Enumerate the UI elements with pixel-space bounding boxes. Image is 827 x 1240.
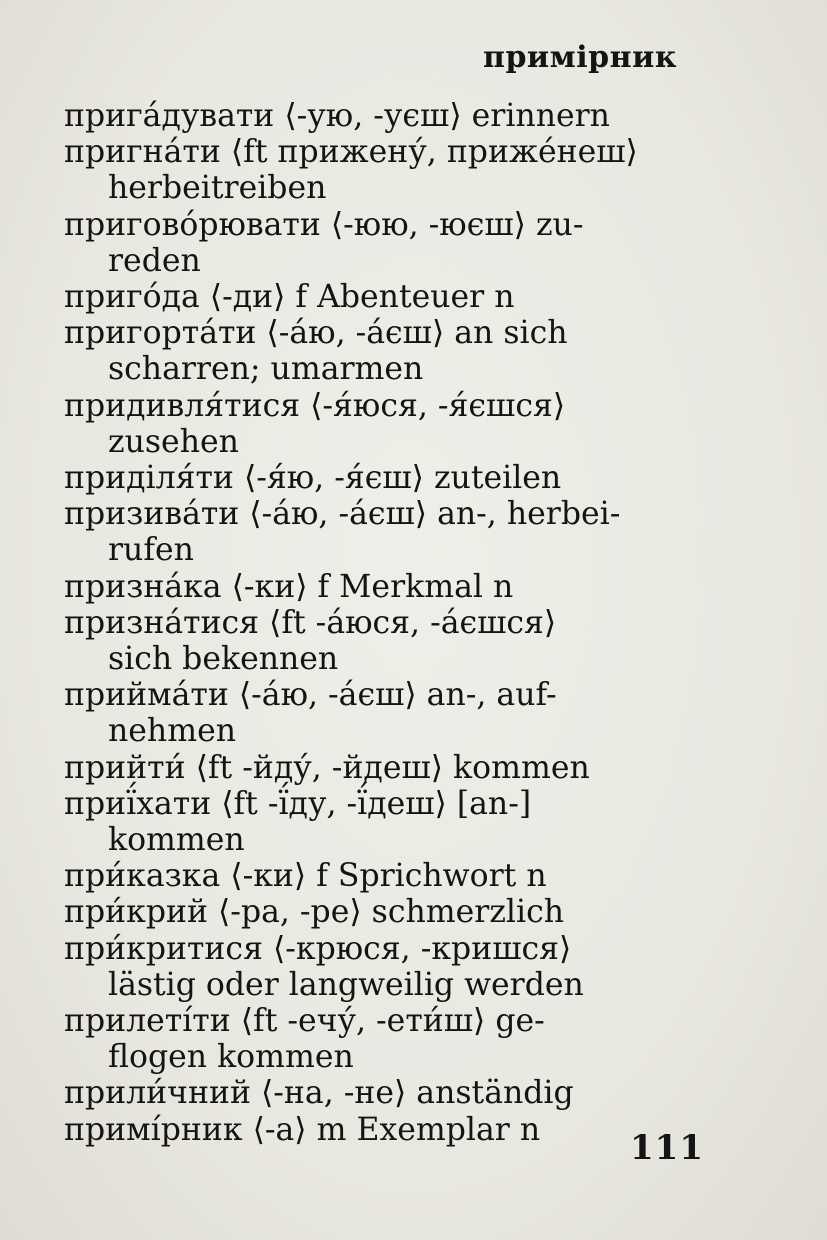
entry-headline: прийти́ ⟨ft -йду́, -йдеш⟩ kommen	[64, 749, 590, 786]
entry-headline: при́крий ⟨-ра, -ре⟩ schmerzlich	[64, 894, 565, 931]
page-number: 111	[630, 1128, 704, 1168]
entry-continuation: herbeitreiben	[108, 170, 327, 207]
entry-continuation: zusehen	[108, 423, 239, 460]
running-head: примірник	[483, 40, 677, 75]
entry-headline: пригнáти ⟨ft прижену́, прижéнеш⟩	[64, 134, 638, 171]
entry-headline: пригáдувати ⟨-ую, -уєш⟩ erinnern	[64, 98, 610, 134]
entry-headline: признáка ⟨-ки⟩ f Merkmal n	[64, 568, 514, 605]
entry-headline: прилетíти ⟨ft -ечу́, -ети́ш⟩ ge-	[64, 1003, 545, 1040]
entry-list	[64, 98, 684, 1148]
entry-headline: прили́чний ⟨-на, -не⟩ anständig	[64, 1075, 574, 1112]
entry-headline: приговóрювати ⟨-юю, -юєш⟩ zu-	[64, 206, 584, 243]
entry-headline: призивáти ⟨-áю, -áєш⟩ an-, herbei-	[64, 496, 621, 533]
entry-continuation: flogen kommen	[108, 1039, 354, 1076]
entry-headline: приділя́ти ⟨-я́ю, -я́єш⟩ zuteilen	[64, 460, 562, 497]
entry-headline: признáтися ⟨ft -áюся, -áєшся⟩	[64, 604, 557, 641]
entry-headline: приї́хати ⟨ft -ї́ду, -ї́деш⟩ [an-]	[64, 785, 532, 822]
entry-continuation: kommen	[108, 822, 245, 859]
entry-headline: пригортáти ⟨-áю, -áєш⟩ an sich	[64, 315, 568, 352]
entry-continuation: lästig oder langweilig werden	[108, 966, 584, 1003]
entry-headline: приймáти ⟨-áю, -áєш⟩ an-, auf-	[64, 677, 557, 714]
entry-continuation: reden	[108, 242, 201, 279]
entry-headline: пригóда ⟨-ди⟩ f Abenteuer n	[64, 279, 515, 316]
entry-continuation: scharren; umarmen	[108, 351, 424, 388]
entry-headline: придивля́тися ⟨-я́юся, -я́єшся⟩	[64, 387, 566, 424]
entry-headline: примíрник ⟨-а⟩ m Exemplar n	[64, 1111, 541, 1148]
entry-headline: при́критися ⟨-крюся, -кришся⟩	[64, 930, 572, 967]
entry-continuation: sich bekennen	[108, 641, 339, 678]
entry-headline: при́казка ⟨-ки⟩ f Sprichwort n	[64, 858, 547, 895]
entry-continuation: nehmen	[108, 713, 237, 750]
entry-continuation: rufen	[108, 532, 194, 569]
